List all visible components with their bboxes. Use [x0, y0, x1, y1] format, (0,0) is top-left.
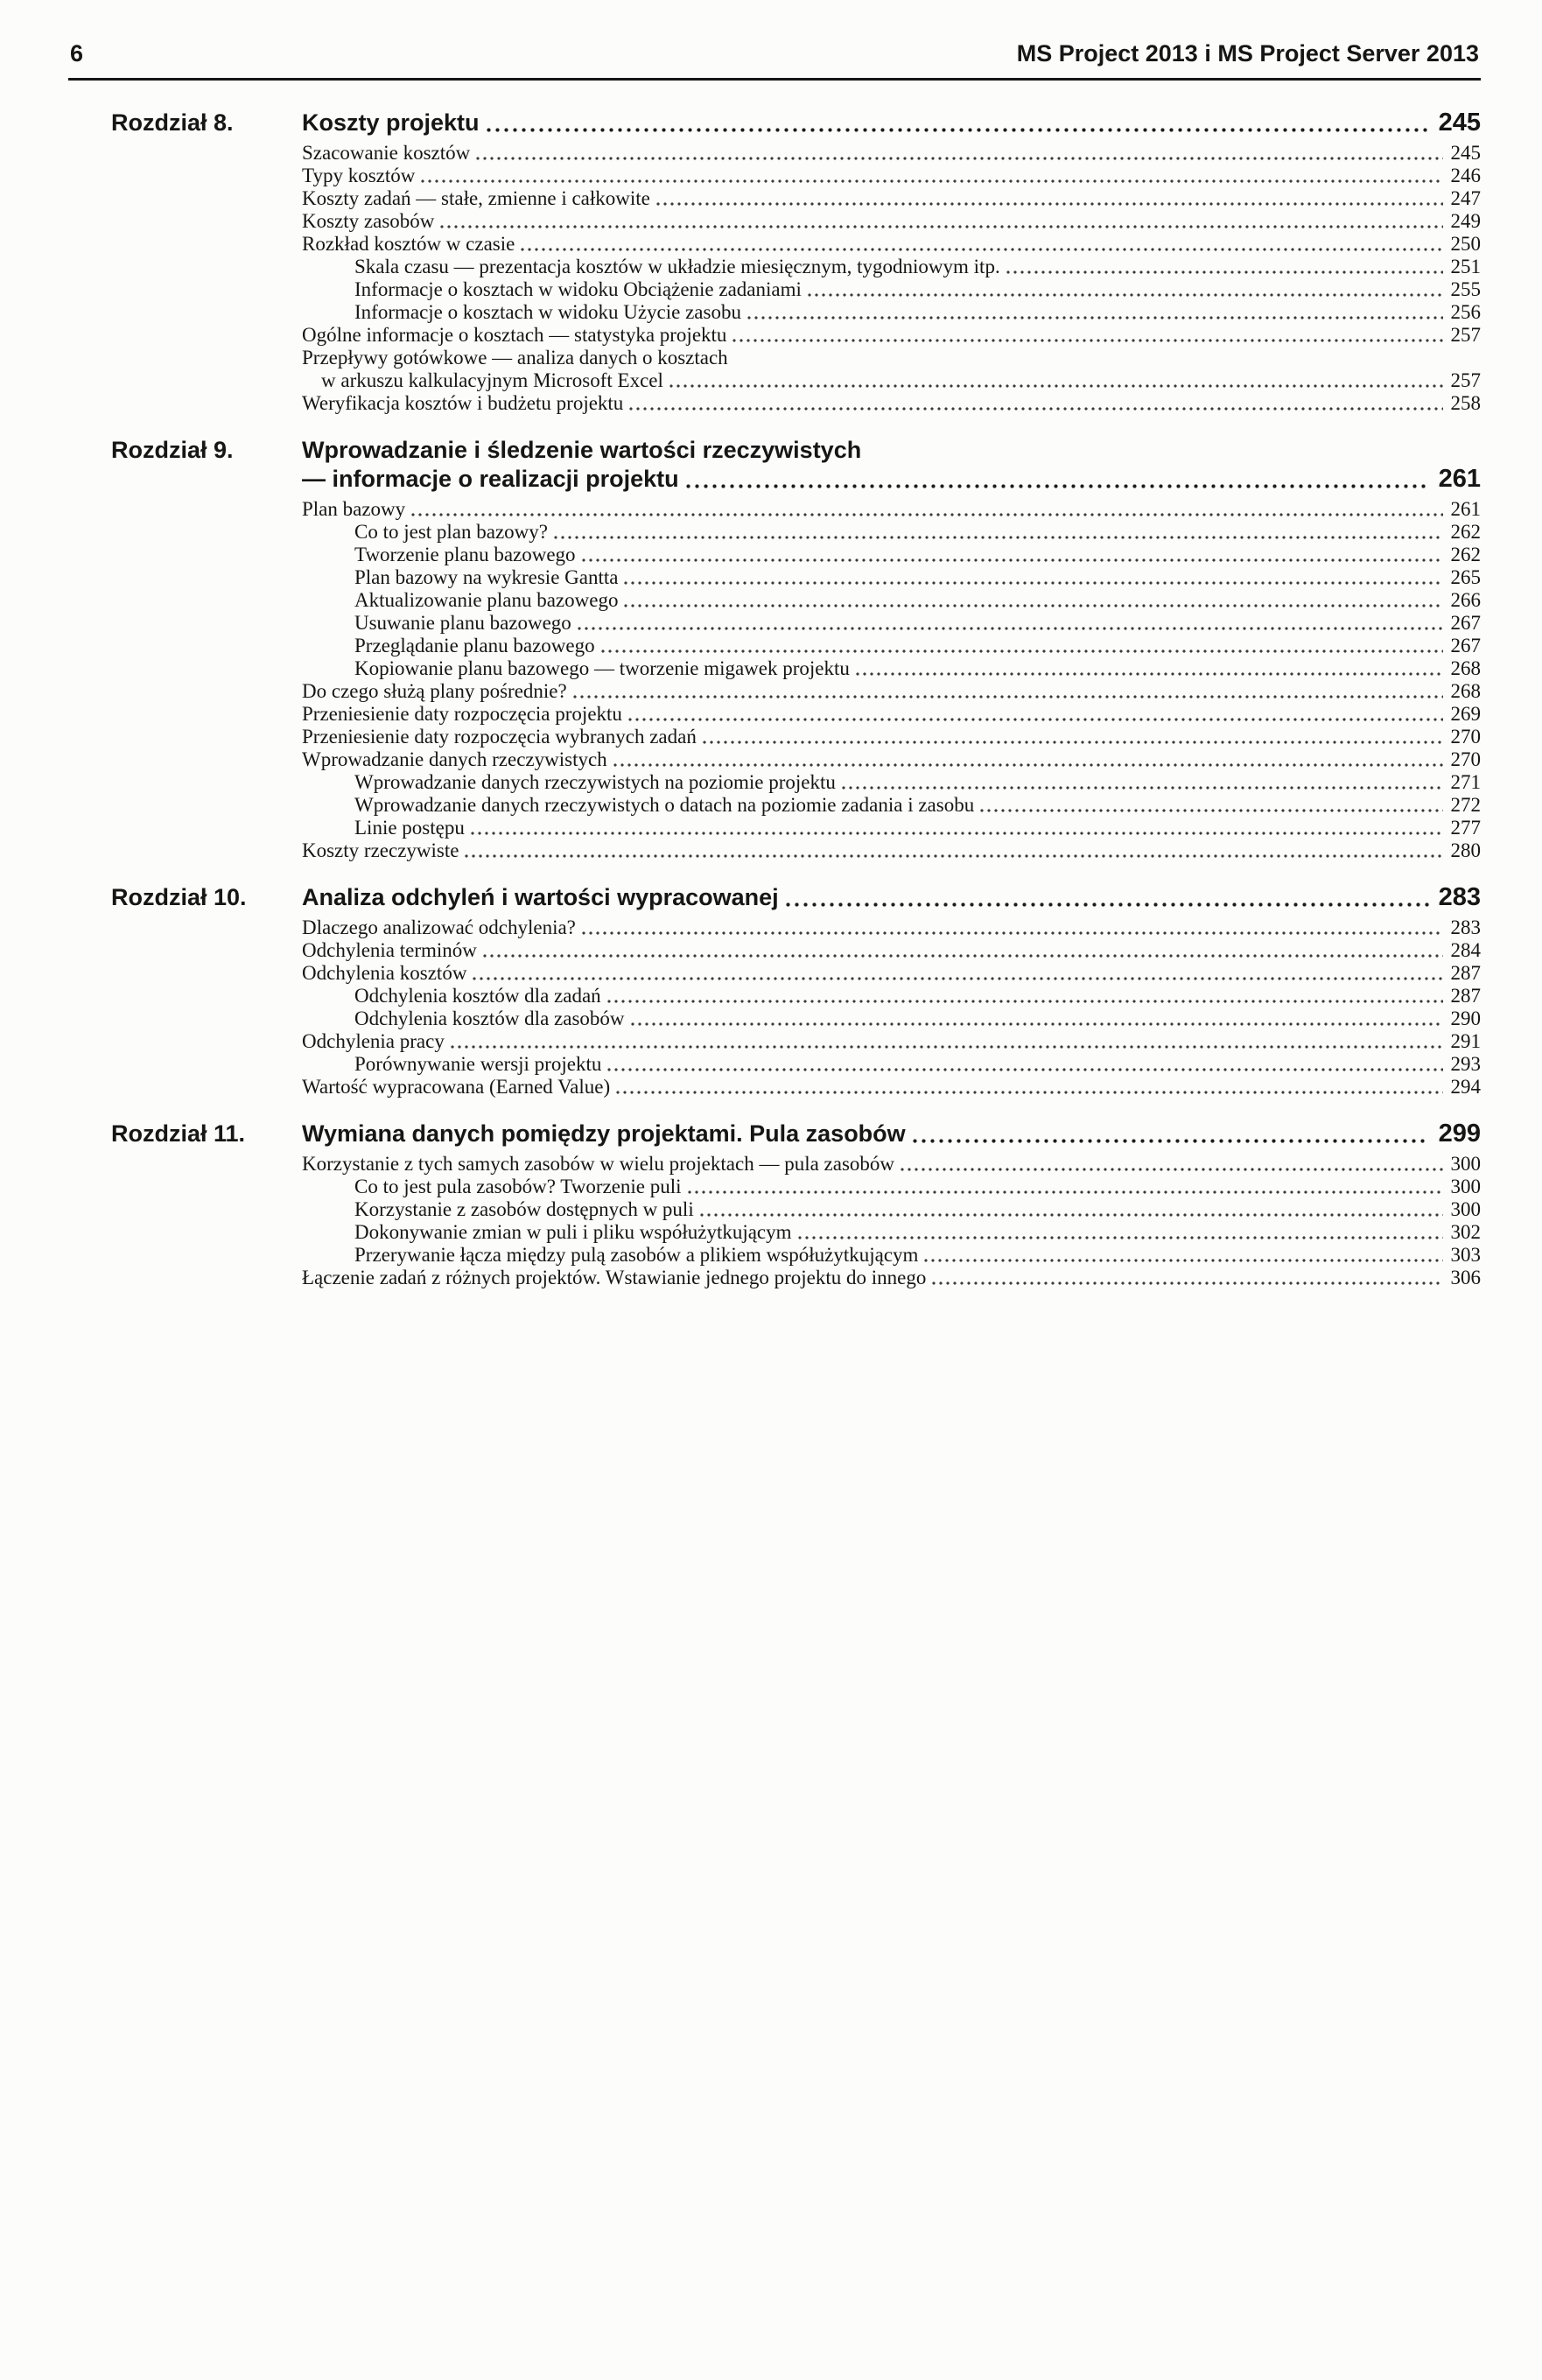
chapter-title-line [302, 883, 1481, 912]
toc-entry-line [302, 680, 1481, 703]
toc-entry-page: 255 [1450, 278, 1481, 300]
dot-leader [913, 1138, 1429, 1144]
toc-entry-line [354, 566, 1481, 589]
toc-entry [302, 1267, 1481, 1289]
toc-entry [354, 301, 1481, 324]
toc-entry-text: Typy kosztów [302, 165, 416, 186]
toc-entry-text: Korzystanie z tych samych zasobów w wielu projektach — pula zasobów [302, 1153, 895, 1175]
dot-leader [483, 953, 1443, 958]
toc-entry-line [354, 1244, 1481, 1267]
toc-entry-line [302, 962, 1481, 985]
toc-entry-text: Koszty rzeczywiste [302, 839, 459, 861]
toc-entry-line [302, 347, 1481, 369]
dot-leader [601, 649, 1443, 654]
toc-entry-line [302, 324, 1481, 347]
toc-entry-line [354, 301, 1481, 324]
toc-entry [302, 142, 1481, 165]
toc-entry-page: 250 [1450, 233, 1481, 255]
dot-leader [629, 406, 1442, 411]
toc-entry-line [354, 1221, 1481, 1244]
toc-entry-line [302, 916, 1481, 939]
toc-entry-text: Szacowanie kosztów [302, 142, 471, 164]
chapter-page-number: 245 [1438, 109, 1481, 137]
toc-entry-page: 294 [1450, 1076, 1481, 1098]
dot-leader [554, 535, 1442, 540]
dot-leader [411, 512, 1442, 517]
dot-leader [582, 558, 1443, 563]
chapter-heading [111, 1120, 1481, 1148]
toc-entry-page: 291 [1450, 1030, 1481, 1052]
toc-entry-text: Co to jest pula zasobów? Tworzenie puli [354, 1176, 682, 1197]
toc-entry-text: Odchylenia pracy [302, 1030, 445, 1052]
toc-entry-line [354, 794, 1481, 817]
chapter-entries [111, 142, 1481, 415]
running-head-book-title: MS Project 2013 i MS Project Server 2013 [1016, 40, 1479, 67]
toc-entry-page: 287 [1450, 962, 1481, 984]
toc-entry-line [302, 1153, 1481, 1176]
toc-entry-text: Wprowadzanie danych rzeczywistych na poziomie projektu [354, 771, 836, 793]
toc-entry-page: 271 [1450, 771, 1481, 793]
toc [68, 109, 1481, 1289]
toc-entry [354, 1176, 1481, 1198]
dot-leader [656, 201, 1443, 207]
dot-leader [476, 156, 1442, 161]
toc-entry [354, 278, 1481, 301]
toc-entry-text: Przeniesienie daty rozpoczęcia wybranych zadań [302, 726, 697, 748]
toc-entry [302, 916, 1481, 939]
toc-entry-page: 246 [1450, 165, 1481, 186]
toc-entry-page: 262 [1450, 544, 1481, 565]
dot-leader [856, 671, 1443, 677]
toc-entry-line [302, 187, 1481, 210]
toc-entry-page: 287 [1450, 985, 1481, 1007]
toc-entry-page: 272 [1450, 794, 1481, 816]
toc-entry-text: Przerywanie łącza między pulą zasobów a plikiem współużytkującym [354, 1244, 919, 1266]
toc-entry [302, 748, 1481, 771]
chapter-entries [111, 498, 1481, 862]
toc-entry [354, 256, 1481, 278]
chapter-title: Koszty projektu [302, 109, 480, 136]
toc-entry [354, 635, 1481, 657]
chapter-title: Analiza odchyleń i wartości wypracowanej [302, 884, 779, 910]
dot-leader [521, 247, 1442, 252]
dot-leader [700, 1212, 1443, 1218]
toc-entry-text: Przeniesienie daty rozpoczęcia projektu [302, 703, 622, 725]
dot-leader [808, 292, 1443, 298]
toc-entry-line [302, 210, 1481, 233]
dot-leader [932, 1281, 1442, 1286]
chapter-title-line [302, 1120, 1481, 1148]
toc-entry [302, 726, 1481, 748]
chapter-title: Wymiana danych pomiędzy projektami. Pula zasobów [302, 1120, 906, 1147]
toc-entry-line [354, 771, 1481, 794]
toc-entry-text: Plan bazowy [302, 498, 406, 520]
toc-entry-page: 267 [1450, 635, 1481, 656]
toc-entry [302, 498, 1481, 521]
toc-entry-text: Dokonywanie zmian w puli i pliku współużytkującym [354, 1221, 792, 1243]
dot-leader [465, 853, 1442, 859]
dot-leader [573, 694, 1443, 699]
dot-leader [451, 1044, 1443, 1050]
chapter-title-block [302, 883, 1481, 912]
toc-chapter [111, 436, 1481, 862]
toc-entry [302, 1076, 1481, 1099]
dot-leader [688, 1190, 1443, 1195]
toc-entry-text: Koszty zadań — stałe, zmienne i całkowite [302, 187, 650, 209]
dot-leader [669, 383, 1443, 389]
toc-entry-page: 270 [1450, 748, 1481, 770]
toc-entry-page: 262 [1450, 521, 1481, 543]
toc-entry [354, 657, 1481, 680]
toc-entry [354, 1244, 1481, 1267]
toc-entry-page: 261 [1450, 498, 1481, 520]
toc-chapter [111, 109, 1481, 415]
dot-leader [624, 580, 1442, 586]
toc-entry [354, 1198, 1481, 1221]
toc-entry-line [354, 544, 1481, 566]
toc-entry-text: Kopiowanie planu bazowego — tworzenie migawek projektu [354, 657, 850, 679]
dot-leader [980, 808, 1442, 813]
toc-entry [302, 1153, 1481, 1176]
toc-entry-line [354, 1176, 1481, 1198]
toc-entry-page: 300 [1450, 1153, 1481, 1175]
dot-leader [732, 338, 1442, 343]
toc-entry [302, 839, 1481, 862]
toc-entry-line [354, 657, 1481, 680]
chapter-title: — informacje o realizacji projektu [302, 466, 679, 492]
chapter-page-number: 299 [1438, 1120, 1481, 1148]
page-header [68, 40, 1481, 67]
toc-entry-line [354, 817, 1481, 839]
toc-entry-text: Weryfikacja kosztów i budżetu projektu [302, 392, 624, 414]
dot-leader [798, 1235, 1443, 1240]
toc-entry [302, 210, 1481, 233]
toc-entry-line [354, 521, 1481, 544]
toc-entry-text: Odchylenia terminów [302, 939, 477, 961]
dot-leader [901, 1167, 1442, 1172]
toc-entry-text: Skala czasu — prezentacja kosztów w układzie miesięcznym, tygodniowym itp. [354, 256, 1000, 277]
chapter-title-line [302, 465, 1481, 494]
toc-chapter [111, 1120, 1481, 1289]
dot-leader [924, 1258, 1442, 1263]
toc-entry [302, 1030, 1481, 1053]
toc-entry-page: 284 [1450, 939, 1481, 961]
toc-entry [302, 392, 1481, 415]
dot-leader [421, 179, 1442, 184]
toc-entry-line [354, 589, 1481, 612]
toc-entry-line [354, 1007, 1481, 1030]
chapter-title-block [302, 1120, 1481, 1148]
toc-entry-text: Łączenie zadań z różnych projektów. Wstawianie jednego projektu do innego [302, 1267, 927, 1288]
dot-leader [613, 762, 1443, 768]
chapter-page-number: 283 [1438, 883, 1481, 911]
toc-entry-line [302, 939, 1481, 962]
toc-entry-text: Odchylenia kosztów dla zasobów [354, 1007, 625, 1029]
chapter-entries [111, 1153, 1481, 1289]
chapter-page-number: 261 [1438, 465, 1481, 493]
toc-entry-page: 277 [1450, 817, 1481, 839]
chapter-title-line [302, 436, 1481, 465]
toc-entry-text: Plan bazowy na wykresie Gantta [354, 566, 619, 588]
dot-leader [440, 224, 1442, 229]
toc-entry [354, 771, 1481, 794]
chapter-label: Rozdział 10. [111, 884, 247, 910]
toc-entry-text: Aktualizowanie planu bazowego [354, 589, 619, 611]
toc-entry-text: Linie postępu [354, 817, 465, 839]
toc-entry [354, 566, 1481, 589]
toc-entry-page: 257 [1450, 324, 1481, 346]
chapter-label: Rozdział 11. [111, 1120, 246, 1147]
chapter-label: Rozdział 8. [111, 109, 234, 136]
toc-entry-line [302, 142, 1481, 165]
toc-entry-text: Odchylenia kosztów dla zadań [354, 985, 601, 1007]
chapter-title: Wprowadzanie i śledzenie wartości rzeczywistych [302, 437, 862, 463]
toc-entry-page: 302 [1450, 1221, 1481, 1243]
toc-entry [302, 703, 1481, 726]
toc-entry-line [302, 1030, 1481, 1053]
toc-entry-line [302, 726, 1481, 748]
dot-leader [747, 315, 1443, 320]
toc-entry-page: 247 [1450, 187, 1481, 209]
toc-entry-page: 265 [1450, 566, 1481, 588]
toc-entry-page: 300 [1450, 1198, 1481, 1220]
page-number: 6 [70, 40, 84, 67]
dot-leader [616, 1090, 1442, 1095]
toc-entry-line [302, 839, 1481, 862]
dot-leader [471, 831, 1443, 836]
toc-entry-text: Odchylenia kosztów [302, 962, 467, 984]
chapter-title-block [302, 109, 1481, 137]
toc-entry [302, 962, 1481, 985]
toc-entry [302, 324, 1481, 347]
dot-leader [473, 976, 1442, 981]
toc-entry-page: 257 [1450, 369, 1481, 391]
toc-entry-page: 303 [1450, 1244, 1481, 1266]
toc-entry [302, 680, 1481, 703]
chapter-entries [111, 916, 1481, 1099]
chapter-heading [111, 109, 1481, 137]
toc-entry-text: Do czego służą plany pośrednie? [302, 680, 567, 702]
toc-entry-page: 258 [1450, 392, 1481, 414]
toc-entry-page: 268 [1450, 680, 1481, 702]
toc-entry [302, 165, 1481, 187]
toc-entry-page: 266 [1450, 589, 1481, 611]
toc-entry-text: Rozkład kosztów w czasie [302, 233, 515, 255]
toc-entry-page: 245 [1450, 142, 1481, 164]
toc-entry-text: Wprowadzanie danych rzeczywistych [302, 748, 607, 770]
toc-entry-line [354, 1198, 1481, 1221]
toc-entry-page: 280 [1450, 839, 1481, 861]
toc-entry-page: 269 [1450, 703, 1481, 725]
toc-entry-line [302, 498, 1481, 521]
toc-entry-page: 268 [1450, 657, 1481, 679]
toc-entry-page: 283 [1450, 916, 1481, 938]
toc-entry [354, 1221, 1481, 1244]
toc-entry-line [302, 703, 1481, 726]
toc-entry-text: Wartość wypracowana (Earned Value) [302, 1076, 611, 1098]
dot-leader [628, 717, 1443, 722]
toc-entry [354, 817, 1481, 839]
toc-entry [354, 521, 1481, 544]
toc-entry [354, 544, 1481, 566]
dot-leader [631, 1022, 1443, 1027]
dot-leader [582, 930, 1443, 936]
toc-entry-line [302, 748, 1481, 771]
dot-leader [703, 740, 1443, 745]
toc-entry [302, 187, 1481, 210]
toc-entry-text: Dlaczego analizować odchylenia? [302, 916, 576, 938]
toc-chapter [111, 883, 1481, 1099]
toc-entry-line [354, 985, 1481, 1007]
toc-entry-page: 300 [1450, 1176, 1481, 1197]
toc-entry [354, 612, 1481, 635]
toc-entry-line [302, 369, 1481, 392]
toc-entry-page: 267 [1450, 612, 1481, 634]
toc-entry-page: 256 [1450, 301, 1481, 323]
toc-entry-line [354, 612, 1481, 635]
chapter-label: Rozdział 9. [111, 437, 234, 463]
toc-entry-line [354, 1053, 1481, 1076]
toc-entry-text: Wprowadzanie danych rzeczywistych o datach na poziomie zadania i zasobu [354, 794, 975, 816]
dot-leader [487, 127, 1429, 133]
toc-entry-text: Porównywanie wersji projektu [354, 1053, 602, 1075]
toc-entry-text: Usuwanie planu bazowego [354, 612, 571, 634]
toc-entry-page: 251 [1450, 256, 1481, 277]
toc-entry [302, 939, 1481, 962]
dot-leader [624, 603, 1442, 608]
dot-leader [607, 999, 1443, 1004]
toc-entry-text: Koszty zasobów [302, 210, 435, 232]
toc-entry-line [302, 1267, 1481, 1289]
toc-entry [354, 794, 1481, 817]
dot-leader [578, 626, 1443, 631]
toc-entry-text: Korzystanie z zasobów dostępnych w puli [354, 1198, 694, 1220]
chapter-title-block [302, 436, 1481, 494]
toc-entry-text: Informacje o kosztach w widoku Obciążenie zadaniami [354, 278, 802, 300]
toc-entry-line [302, 233, 1481, 256]
toc-entry-text: Przeglądanie planu bazowego [354, 635, 595, 656]
toc-entry-line [354, 635, 1481, 657]
toc-entry [302, 233, 1481, 256]
chapter-heading [111, 436, 1481, 494]
toc-entry-page: 293 [1450, 1053, 1481, 1075]
toc-entry [354, 1007, 1481, 1030]
toc-entry-page: 249 [1450, 210, 1481, 232]
toc-entry-line [302, 1076, 1481, 1099]
toc-entry-page: 306 [1450, 1267, 1481, 1288]
header-rule [68, 78, 1481, 81]
toc-entry-line [302, 165, 1481, 187]
chapter-title-line [302, 109, 1481, 137]
toc-entry-page: 270 [1450, 726, 1481, 748]
toc-entry-line [354, 278, 1481, 301]
toc-entry-text: Ogólne informacje o kosztach — statystyka projektu [302, 324, 727, 346]
toc-entry-text: Co to jest plan bazowy? [354, 521, 549, 543]
toc-entry-text: Przepływy gotówkowe — analiza danych o kosztach [302, 347, 728, 369]
toc-entry-line [354, 256, 1481, 278]
dot-leader [1006, 270, 1443, 275]
toc-entry [354, 1053, 1481, 1076]
dot-leader [686, 483, 1429, 489]
dot-leader [842, 785, 1443, 790]
toc-entry [354, 985, 1481, 1007]
toc-entry-line [302, 392, 1481, 415]
toc-entry-text: Tworzenie planu bazowego [354, 544, 576, 565]
toc-entry [354, 589, 1481, 612]
dot-leader [786, 902, 1429, 908]
toc-entry [302, 347, 1481, 392]
chapter-heading [111, 883, 1481, 912]
dot-leader [607, 1067, 1442, 1072]
toc-entry-text: w arkuszu kalkulacyjnym Microsoft Excel [321, 369, 663, 391]
toc-entry-page: 290 [1450, 1007, 1481, 1029]
toc-entry-text: Informacje o kosztach w widoku Użycie zasobu [354, 301, 741, 323]
